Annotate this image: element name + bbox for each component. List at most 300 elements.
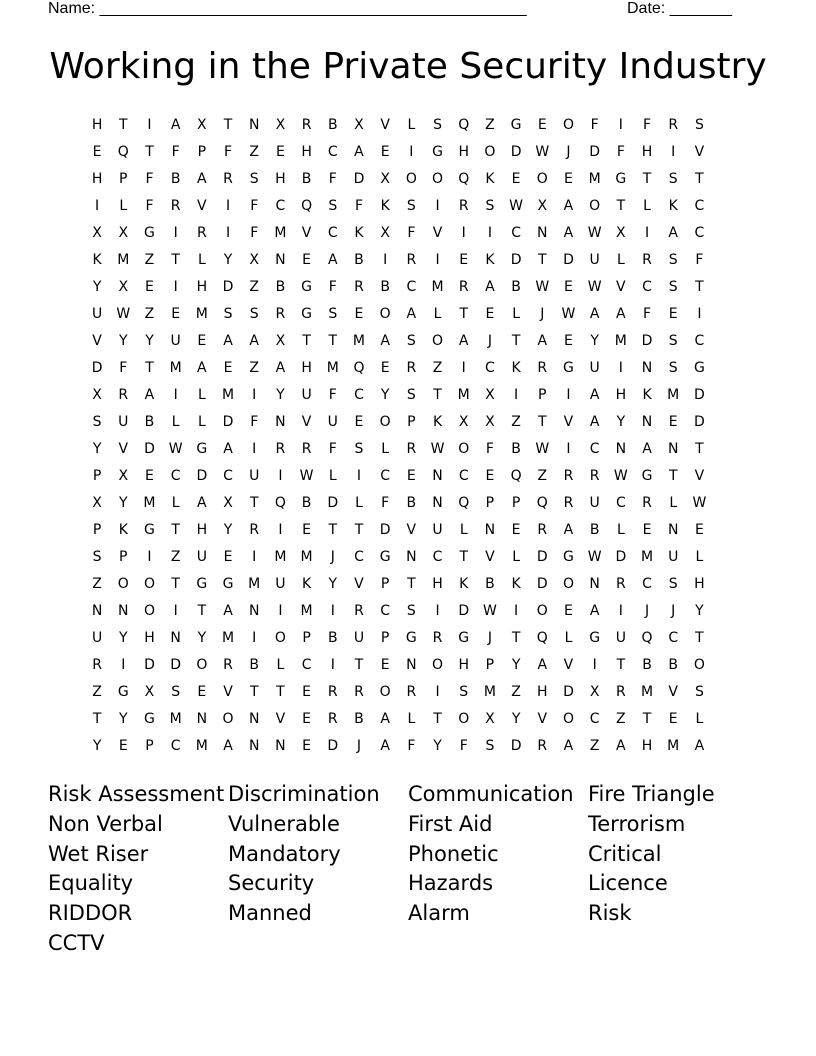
grid-letter: F bbox=[590, 117, 599, 133]
grid-letter: L bbox=[695, 711, 704, 727]
grid-letter: C bbox=[354, 549, 364, 565]
grid-letter: F bbox=[328, 387, 337, 403]
grid-letter: E bbox=[354, 414, 364, 430]
grid-letter: R bbox=[275, 306, 286, 322]
grid-letter: R bbox=[406, 684, 417, 700]
grid-letter: W bbox=[692, 495, 707, 511]
grid-letter: V bbox=[563, 414, 574, 430]
grid-letter: E bbox=[406, 468, 416, 484]
grid-letter: S bbox=[668, 360, 678, 376]
grid-letter: B bbox=[249, 657, 260, 673]
grid-row bbox=[84, 193, 713, 220]
grid-letter: O bbox=[562, 576, 574, 592]
grid-letter: A bbox=[223, 603, 233, 619]
grid-letter: H bbox=[91, 171, 103, 187]
grid-letter: T bbox=[433, 387, 442, 403]
grid-letter: T bbox=[197, 603, 207, 619]
grid-row bbox=[84, 490, 713, 517]
grid-letter: L bbox=[459, 522, 468, 538]
grid-letter: N bbox=[641, 414, 653, 430]
grid-letter: A bbox=[354, 144, 364, 160]
grid-letter: U bbox=[196, 549, 207, 565]
grid-letter: N bbox=[615, 441, 627, 457]
grid-letter: W bbox=[535, 144, 550, 160]
grid-letter: L bbox=[564, 630, 573, 646]
grid-letter: X bbox=[354, 117, 364, 133]
grid-letter: P bbox=[407, 414, 416, 430]
grid-letter: V bbox=[694, 144, 705, 160]
grid-letter: R bbox=[642, 495, 652, 511]
word-list-item: Wet Riser bbox=[48, 841, 149, 866]
grid-letter: F bbox=[250, 225, 259, 241]
grid-letter: D bbox=[536, 576, 548, 592]
grid-letter: Z bbox=[432, 360, 443, 376]
grid-letter: R bbox=[537, 738, 548, 754]
grid-letter: I bbox=[252, 441, 257, 457]
grid-letter: M bbox=[326, 360, 339, 376]
grid-letter: Y bbox=[92, 441, 102, 457]
grid-letter: Y bbox=[328, 576, 338, 592]
grid-letter: L bbox=[407, 711, 416, 727]
grid-letter: V bbox=[223, 684, 233, 700]
grid-letter: C bbox=[485, 360, 495, 376]
grid-letter: Z bbox=[511, 414, 521, 430]
grid-letter: V bbox=[301, 414, 312, 430]
grid-letter: I bbox=[435, 684, 440, 700]
grid-letter: W bbox=[613, 468, 628, 484]
grid-letter: C bbox=[354, 387, 364, 403]
grid-letter: V bbox=[275, 711, 286, 727]
grid-letter: D bbox=[222, 279, 234, 295]
grid-letter: B bbox=[642, 657, 652, 673]
grid-letter: C bbox=[511, 225, 521, 241]
grid-letter: L bbox=[197, 414, 206, 430]
grid-letter: R bbox=[406, 441, 417, 457]
grid-letter: I bbox=[356, 468, 362, 484]
grid-letter: A bbox=[563, 738, 574, 754]
grid-letter: Z bbox=[170, 549, 181, 565]
grid-letter: S bbox=[459, 684, 469, 700]
grid-letter: M bbox=[640, 684, 654, 700]
grid-letter: A bbox=[668, 225, 678, 241]
grid-letter: E bbox=[564, 171, 573, 187]
grid-letter: P bbox=[485, 495, 495, 511]
grid-letter: F bbox=[643, 306, 652, 322]
grid-letter: E bbox=[511, 171, 521, 187]
grid-letter: X bbox=[589, 684, 600, 700]
grid-letter: W bbox=[587, 279, 602, 295]
grid-letter: X bbox=[380, 225, 390, 241]
grid-letter: H bbox=[694, 576, 705, 592]
grid-letter: Z bbox=[249, 144, 260, 160]
grid-letter: W bbox=[509, 198, 524, 214]
grid-letter: E bbox=[668, 711, 678, 727]
grid-letter: H bbox=[458, 144, 469, 160]
grid-letter: H bbox=[196, 522, 208, 538]
grid-letter: A bbox=[144, 387, 155, 403]
grid-letter: U bbox=[91, 306, 103, 322]
grid-letter: X bbox=[118, 225, 129, 241]
grid-letter: T bbox=[459, 306, 468, 322]
grid-letter: K bbox=[118, 522, 128, 538]
grid-letter: Y bbox=[119, 333, 128, 349]
grid-letter: J bbox=[356, 738, 362, 754]
grid-letter: O bbox=[117, 576, 129, 592]
grid-letter: Y bbox=[276, 387, 285, 403]
grid-letter: M bbox=[274, 225, 287, 241]
grid-letter: C bbox=[275, 198, 286, 214]
grid-letter: X bbox=[275, 333, 286, 349]
grid-letter: P bbox=[197, 144, 207, 160]
grid-letter: A bbox=[380, 711, 390, 727]
grid-letter: A bbox=[589, 414, 600, 430]
grid-letter: W bbox=[430, 441, 445, 457]
grid-letter: M bbox=[588, 171, 601, 187]
grid-letter: B bbox=[668, 657, 679, 673]
grid-letter: O bbox=[405, 171, 417, 187]
grid-letter: C bbox=[589, 711, 600, 727]
grid-letter: M bbox=[143, 495, 156, 511]
grid-letter: E bbox=[459, 252, 469, 268]
grid-row bbox=[84, 382, 713, 409]
grid-row bbox=[84, 598, 713, 625]
grid-letter: R bbox=[196, 225, 207, 241]
grid-letter: V bbox=[694, 468, 705, 484]
grid-letter: I bbox=[173, 387, 178, 403]
grid-letter: D bbox=[641, 333, 653, 349]
grid-letter: C bbox=[432, 549, 443, 565]
grid-letter: W bbox=[116, 306, 131, 322]
grid-letter: Y bbox=[223, 252, 233, 268]
grid-letter: T bbox=[616, 198, 626, 214]
grid-letter: P bbox=[145, 738, 154, 754]
word-list-item: Security bbox=[228, 871, 315, 896]
grid-letter: U bbox=[589, 360, 600, 376]
grid-letter: T bbox=[171, 576, 180, 592]
grid-letter: Z bbox=[485, 117, 495, 133]
word-list-item: Non Verbal bbox=[48, 811, 163, 836]
grid-letter: Y bbox=[145, 333, 154, 349]
grid-letter: P bbox=[119, 549, 128, 565]
grid-letter: K bbox=[432, 414, 443, 430]
grid-letter: G bbox=[563, 360, 574, 376]
grid-letter: O bbox=[379, 414, 391, 430]
date-label: Date: bbox=[627, 0, 666, 17]
grid-letter: C bbox=[694, 333, 705, 349]
grid-letter: T bbox=[328, 333, 338, 349]
grid-letter: U bbox=[353, 630, 365, 646]
grid-letter: R bbox=[589, 468, 600, 484]
grid-letter: R bbox=[537, 522, 548, 538]
grid-letter: U bbox=[249, 468, 260, 484]
grid-letter: J bbox=[330, 549, 335, 565]
grid-letter: M bbox=[248, 576, 261, 592]
grid-letter: X bbox=[92, 495, 102, 511]
grid-letter: Q bbox=[458, 171, 470, 187]
word-list-item: Fire Triangle bbox=[588, 782, 715, 806]
word-list bbox=[48, 780, 768, 959]
grid-letter: I bbox=[330, 603, 335, 619]
grid-letter: A bbox=[380, 738, 390, 754]
grid-letter: T bbox=[145, 360, 154, 376]
grid-letter: I bbox=[383, 252, 388, 268]
grid-letter: Z bbox=[249, 360, 260, 376]
grid-letter: L bbox=[616, 252, 625, 268]
grid-letter: R bbox=[170, 198, 181, 214]
grid-letter: A bbox=[197, 360, 207, 376]
grid-letter: E bbox=[485, 306, 495, 322]
grid-letter: F bbox=[119, 360, 128, 376]
grid-letter: M bbox=[352, 333, 366, 349]
grid-letter: T bbox=[92, 711, 102, 727]
grid-letter: I bbox=[225, 198, 231, 214]
grid-letter: Z bbox=[144, 306, 155, 322]
grid-letter: W bbox=[535, 279, 550, 295]
grid-letter: M bbox=[431, 279, 444, 295]
grid-letter: S bbox=[328, 198, 338, 214]
grid-letter: N bbox=[248, 603, 260, 619]
grid-letter: A bbox=[616, 306, 626, 322]
grid-letter: S bbox=[92, 549, 102, 565]
grid-letter: W bbox=[168, 441, 183, 457]
grid-letter: F bbox=[354, 198, 363, 214]
grid-letter: I bbox=[173, 603, 178, 619]
grid-letter: M bbox=[667, 387, 680, 403]
grid-letter: I bbox=[514, 603, 519, 619]
word-list-item: Critical bbox=[588, 841, 662, 866]
grid-letter: G bbox=[458, 630, 470, 646]
grid-letter: J bbox=[540, 306, 545, 322]
grid-letter: D bbox=[510, 252, 522, 268]
grid-letter: A bbox=[197, 171, 207, 187]
grid-letter: C bbox=[694, 225, 705, 241]
grid-letter: R bbox=[354, 603, 364, 619]
grid-letter: B bbox=[485, 576, 495, 592]
grid-letter: T bbox=[328, 522, 338, 538]
grid-letter: I bbox=[435, 198, 440, 214]
grid-letter: G bbox=[196, 576, 208, 592]
grid-letter: C bbox=[694, 198, 705, 214]
grid-letter: N bbox=[275, 414, 286, 430]
grid-letter: D bbox=[458, 603, 470, 619]
grid-letter: I bbox=[252, 549, 257, 565]
grid-letter: H bbox=[275, 171, 286, 187]
grid-letter: A bbox=[563, 225, 574, 241]
grid-letter: J bbox=[487, 630, 492, 646]
grid-letter: Z bbox=[537, 468, 548, 484]
grid-letter: N bbox=[196, 711, 208, 727]
grid-letter: F bbox=[695, 252, 704, 268]
word-list-item: Equality bbox=[48, 871, 134, 896]
grid-letter: T bbox=[511, 333, 521, 349]
grid-letter: K bbox=[511, 576, 521, 592]
grid-letter: T bbox=[145, 144, 154, 160]
grid-letter: E bbox=[92, 144, 102, 160]
grid-letter: S bbox=[92, 414, 102, 430]
grid-letter: A bbox=[223, 738, 233, 754]
grid-letter: Y bbox=[92, 738, 102, 754]
grid-letter: T bbox=[407, 576, 416, 592]
grid-letter: G bbox=[196, 441, 208, 457]
grid-letter: V bbox=[380, 117, 390, 133]
grid-letter: I bbox=[173, 225, 178, 241]
grid-letter: M bbox=[300, 603, 313, 619]
grid-letter: O bbox=[458, 441, 470, 457]
grid-letter: U bbox=[589, 495, 600, 511]
grid-letter: Q bbox=[274, 495, 286, 511]
grid-letter: G bbox=[222, 576, 234, 592]
grid-letter: G bbox=[144, 522, 155, 538]
grid-letter: N bbox=[248, 117, 260, 133]
grid-letter: K bbox=[380, 198, 390, 214]
grid-letter: R bbox=[563, 495, 574, 511]
grid-letter: T bbox=[642, 171, 652, 187]
grid-letter: A bbox=[458, 333, 469, 349]
grid-letter: M bbox=[221, 387, 235, 403]
grid-letter: H bbox=[537, 684, 548, 700]
grid-letter: U bbox=[301, 387, 312, 403]
grid-letter: X bbox=[380, 171, 390, 187]
grid-letter: E bbox=[564, 603, 573, 619]
grid-letter: O bbox=[458, 711, 470, 727]
grid-letter: H bbox=[615, 387, 627, 403]
grid-letter: O bbox=[693, 657, 705, 673]
grid-letter: N bbox=[667, 522, 679, 538]
grid-letter: R bbox=[563, 468, 574, 484]
grid-letter: T bbox=[695, 171, 704, 187]
grid-letter: L bbox=[197, 387, 206, 403]
grid-letter: E bbox=[511, 522, 521, 538]
grid-letter: R bbox=[92, 657, 102, 673]
grid-letter: B bbox=[327, 117, 338, 133]
grid-letter: O bbox=[589, 198, 601, 214]
grid-letter: B bbox=[511, 279, 521, 295]
grid-letter: V bbox=[432, 225, 443, 241]
grid-letter: Y bbox=[223, 522, 233, 538]
grid-letter: X bbox=[197, 117, 207, 133]
grid-letter: Q bbox=[536, 630, 548, 646]
grid-letter: R bbox=[223, 657, 233, 673]
grid-letter: O bbox=[562, 117, 574, 133]
grid-letter: X bbox=[485, 711, 495, 727]
grid-letter: U bbox=[170, 333, 181, 349]
grid-row bbox=[84, 463, 713, 490]
word-list-item: Discrimination bbox=[228, 782, 380, 806]
grid-letter: E bbox=[197, 333, 207, 349]
grid-letter: D bbox=[144, 657, 155, 673]
date-blank: _______ bbox=[669, 0, 732, 17]
grid-letter: O bbox=[222, 711, 234, 727]
grid-letter: Q bbox=[353, 360, 365, 376]
grid-letter: L bbox=[197, 252, 206, 268]
grid-letter: L bbox=[616, 522, 625, 538]
grid-letter: O bbox=[562, 711, 574, 727]
grid-row bbox=[84, 625, 713, 652]
word-list-item: Risk Assessment bbox=[48, 782, 225, 806]
grid-letter: C bbox=[380, 603, 391, 619]
grid-letter: D bbox=[694, 387, 705, 403]
grid-letter: I bbox=[147, 117, 152, 133]
grid-letter: T bbox=[668, 468, 678, 484]
grid-letter: R bbox=[615, 576, 626, 592]
grid-letter: H bbox=[301, 144, 312, 160]
grid-letter: W bbox=[587, 225, 602, 241]
grid-letter: S bbox=[668, 576, 678, 592]
grid-letter: D bbox=[536, 549, 548, 565]
grid-letter: X bbox=[144, 684, 155, 700]
grid-letter: H bbox=[91, 117, 103, 133]
grid-letter: R bbox=[642, 252, 652, 268]
grid-letter: T bbox=[433, 711, 442, 727]
grid-letter: I bbox=[121, 657, 126, 673]
grid-row bbox=[84, 517, 713, 544]
grid-letter: R bbox=[275, 441, 286, 457]
grid-letter: T bbox=[642, 711, 652, 727]
grid-letter: L bbox=[328, 468, 337, 484]
grid-letter: D bbox=[353, 171, 365, 187]
grid-letter: L bbox=[695, 549, 704, 565]
grid-letter: E bbox=[668, 306, 678, 322]
grid-letter: J bbox=[487, 333, 492, 349]
grid-letter: R bbox=[301, 117, 312, 133]
grid-letter: X bbox=[458, 414, 469, 430]
grid-letter: C bbox=[615, 495, 626, 511]
grid-letter: A bbox=[694, 738, 705, 754]
word-list-item: RIDDOR bbox=[48, 901, 133, 926]
grid-letter: I bbox=[618, 117, 623, 133]
grid-letter: E bbox=[380, 657, 390, 673]
grid-letter: M bbox=[667, 738, 680, 754]
word-list-item: Communication bbox=[408, 782, 574, 806]
grid-letter: E bbox=[302, 252, 312, 268]
grid-letter: G bbox=[563, 549, 574, 565]
grid-letter: M bbox=[483, 684, 496, 700]
grid-letter: M bbox=[640, 549, 654, 565]
grid-letter: C bbox=[668, 630, 679, 646]
grid-letter: H bbox=[196, 279, 208, 295]
grid-letter: C bbox=[458, 468, 469, 484]
grid-letter: N bbox=[432, 495, 443, 511]
grid-letter: A bbox=[589, 306, 600, 322]
grid-letter: R bbox=[354, 684, 364, 700]
grid-letter: Z bbox=[92, 576, 102, 592]
grid-letter: A bbox=[327, 252, 338, 268]
grid-letter: T bbox=[511, 630, 521, 646]
grid-letter: I bbox=[278, 468, 283, 484]
grid-letter: K bbox=[459, 576, 469, 592]
date-field bbox=[627, 0, 732, 19]
grid-letter: P bbox=[302, 630, 311, 646]
grid-letter: F bbox=[616, 144, 625, 160]
grid-letter: F bbox=[328, 279, 337, 295]
grid-row bbox=[84, 328, 713, 355]
grid-letter: I bbox=[461, 360, 466, 376]
grid-letter: L bbox=[355, 495, 363, 511]
grid-row bbox=[84, 247, 713, 274]
grid-letter: W bbox=[561, 306, 576, 322]
grid-letter: B bbox=[144, 414, 155, 430]
grid-letter: L bbox=[407, 117, 416, 133]
word-list-item: CCTV bbox=[48, 930, 105, 955]
grid-letter: T bbox=[302, 333, 311, 349]
grid-letter: T bbox=[276, 684, 285, 700]
grid-letter: N bbox=[118, 603, 129, 619]
grid-letter: Q bbox=[301, 198, 313, 214]
grid-letter: B bbox=[327, 630, 338, 646]
grid-letter: P bbox=[485, 657, 495, 673]
grid-letter: G bbox=[589, 630, 601, 646]
word-list-item: First Aid bbox=[408, 811, 493, 836]
